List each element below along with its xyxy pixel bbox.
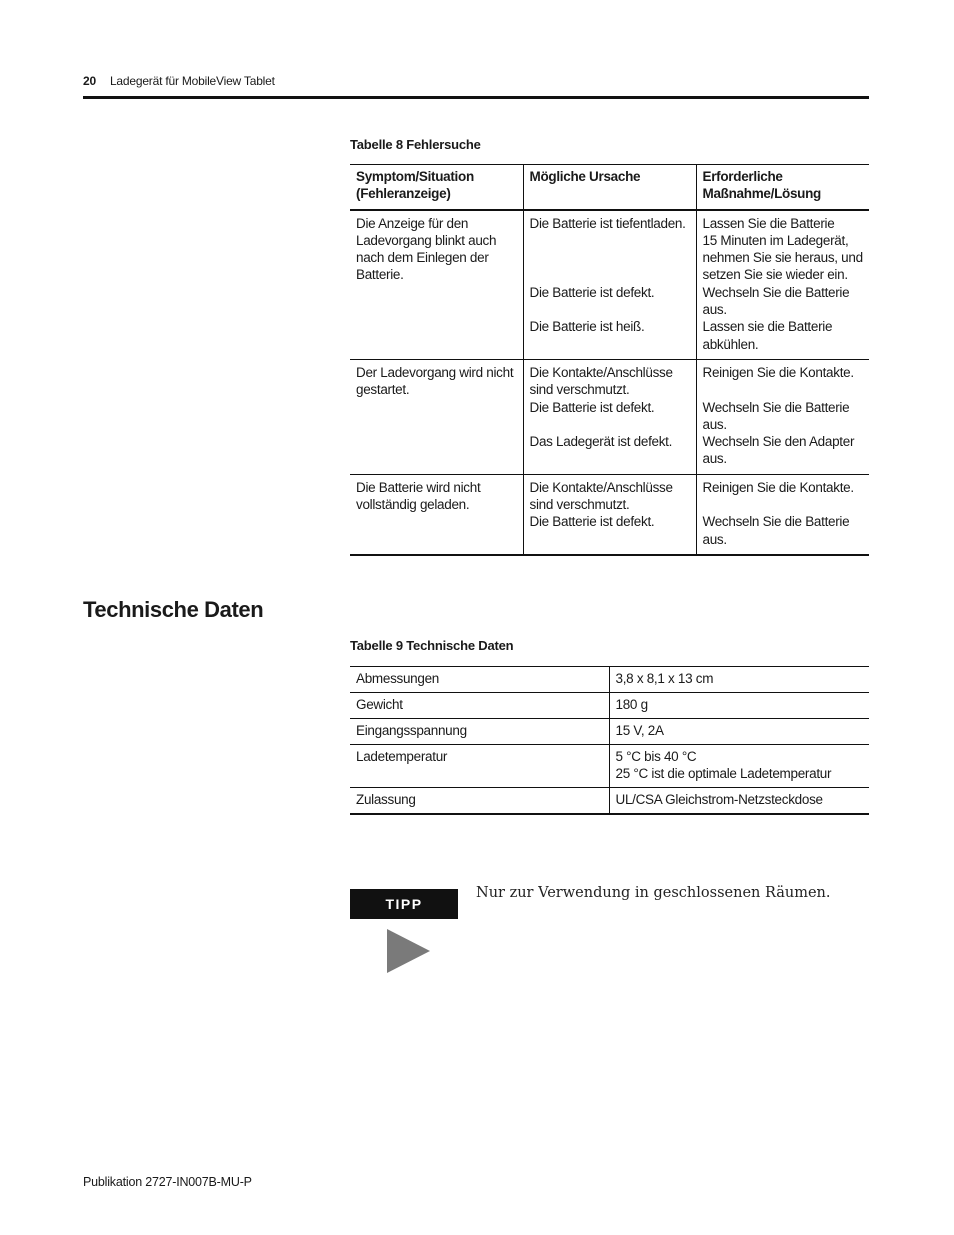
play-arrow-icon [387,929,430,973]
cause-cell [523,210,696,360]
table-row [350,667,869,693]
action-cell [696,474,869,555]
spec-value-cell: 180 g [609,693,869,719]
table-row [350,788,869,815]
action-text: Reinigen Sie die Kontakte. [702,479,854,495]
cause-text: Die Batterie ist defekt. [529,399,655,415]
section-title: Technische Daten [83,597,264,622]
cause-text: Die Batterie ist tiefentladen. [529,215,686,231]
cause-text: Das Ladegerät ist defekt. [529,434,673,450]
table-8-caption: Tabelle 8 Fehlersuche [350,137,481,152]
action-text: Reinigen Sie die Kontakte. [702,364,854,380]
action-cell [696,359,869,474]
column-header-action: Erforderliche Maßnahme/Lösung [696,165,869,210]
technical-data-table [350,666,869,815]
spec-name-cell: Eingangsspannung [350,719,609,745]
action-text: Wechseln Sie die Batterie aus. [702,284,850,318]
symptom-cell: Die Batterie wird nicht vollständig geladen. [356,479,481,513]
cause-text: Die Batterie ist defekt. [529,514,655,530]
cause-cell [523,474,696,555]
tip-text: Nur zur Verwendung in geschlossenen Räumen. [476,885,831,901]
symptom-cell: Der Ladevorgang wird nicht gestartet. [356,364,514,398]
cause-text: Die Kontakte/Anschlüsse sind verschmutzt. [529,479,673,513]
page-header [83,74,869,88]
action-text: Wechseln Sie den Adapter aus. [702,434,855,467]
spec-value-cell: 3,8 x 8,1 x 13 cm [609,667,869,693]
table-row [350,474,869,555]
column-header-symptom: Symptom/Situation (Fehleranzeige) [356,169,474,202]
table-row [350,359,869,474]
action-text: Lassen Sie die Batterie 15 Minuten im Ladegerät, nehmen Sie sie heraus, und setzen Sie sie wieder ein. [702,215,863,283]
cause-text: Die Batterie ist defekt. [529,284,655,300]
table-row [350,693,869,719]
table-row [350,745,869,788]
action-text: Lassen sie die Batterie abkühlen. [702,319,833,352]
table-row [350,210,869,360]
spec-value-cell: 5 °C bis 40 °C 25 °C ist die optimale Ladetemperatur [609,745,869,788]
troubleshooting-table [350,164,869,556]
action-text: Wechseln Sie die Batterie aus. [702,399,850,432]
column-header-cause: Mögliche Ursache [523,165,696,210]
symptom-cell: Die Anzeige für den Ladevorgang blinkt auch nach dem Einlegen der Batterie. [356,215,497,283]
publication-footer: Publikation 2727-IN007B-MU-P [83,1175,252,1189]
action-text: Wechseln Sie die Batterie aus. [702,514,850,547]
spec-value-cell: 15 V, 2A [609,719,869,745]
running-title: Ladegerät für MobileView Tablet [109,74,275,88]
cause-text: Die Kontakte/Anschlüsse sind verschmutzt. [529,364,673,398]
table-row [350,719,869,745]
page-number: 20 [83,74,96,88]
header-rule [83,96,869,99]
spec-name-cell: Abmessungen [350,667,609,693]
spec-name-cell: Gewicht [350,693,609,719]
cause-text: Die Batterie ist heiß. [529,319,645,335]
cause-cell [523,359,696,474]
spec-name-cell: Ladetemperatur [350,745,609,788]
spec-value-cell: UL/CSA Gleichstrom-Netzsteckdose [609,788,869,815]
tip-label: TIPP [350,889,458,919]
spec-name-cell: Zulassung [350,788,609,815]
table-header-row [350,165,869,210]
action-cell [696,210,869,360]
table-9-caption: Tabelle 9 Technische Daten [350,638,514,653]
